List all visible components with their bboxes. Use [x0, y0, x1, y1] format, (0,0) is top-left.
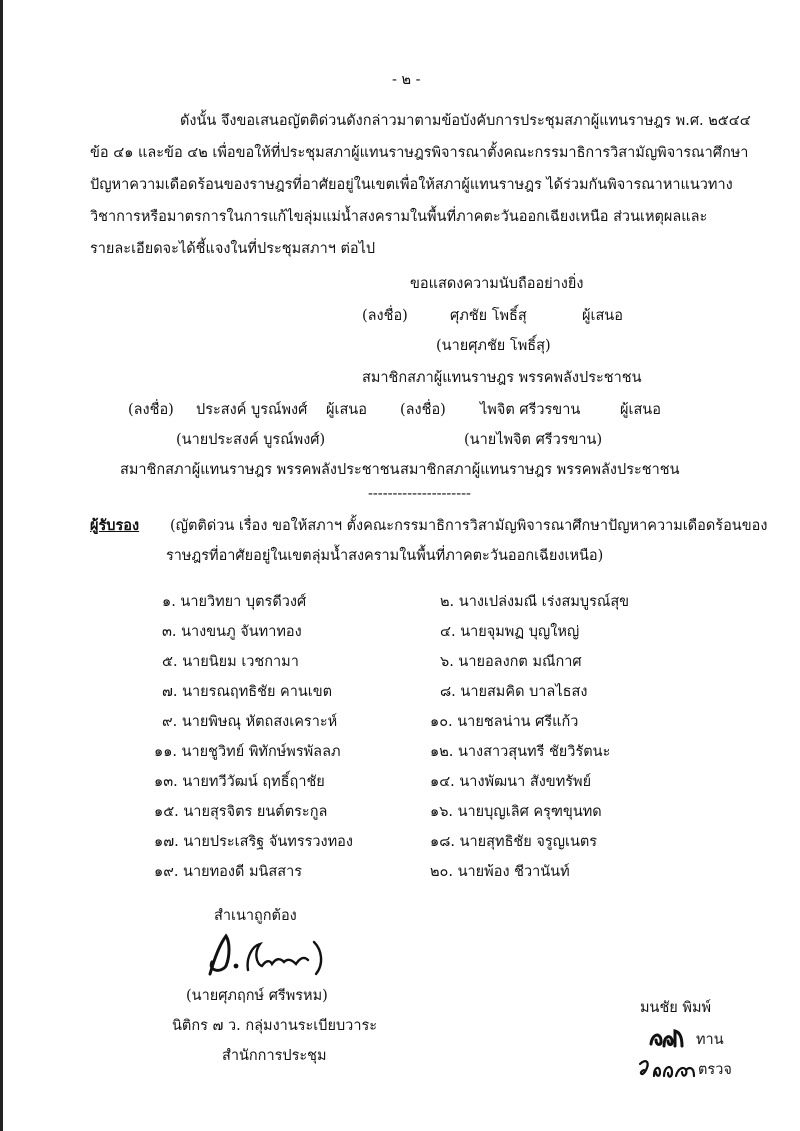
- check-label: ตรวจ: [698, 1062, 732, 1078]
- proposer-right-position: สมาชิกสภาผู้แทนราษฎร พรรคพลังประชาชน: [400, 462, 680, 478]
- review-label: ทาน: [696, 1032, 724, 1048]
- endorsers-topic-line: ราษฎรที่อาศัยอยู่ในเขตลุ่มน้ำสงครามในพื้นที่ภาคตะวันออกเฉียงเหนือ): [166, 548, 604, 564]
- body-line: ข้อ ๔๑ และข้อ ๔๒ เพื่อขอให้ที่ประชุมสภาผู้แทนราษฎรพิจารณาตั้งคณะกรรมาธิการวิสามัญพิจารณาศึกษา: [90, 145, 749, 161]
- page-number: - ๒ -: [392, 72, 421, 88]
- list-item: ๖. นายอลงกต มณีกาศ: [440, 654, 582, 670]
- proposer-label: ผู้เสนอ: [326, 402, 367, 418]
- list-item: ๓. นางขนภู จันทาทอง: [162, 624, 302, 640]
- sign-label: (ลงชื่อ): [400, 402, 446, 418]
- proposer-label: ผู้เสนอ: [582, 308, 623, 324]
- endorsers-topic-line: (ญัตติด่วน เรื่อง ขอให้สภาฯ ตั้งคณะกรรมาธิการวิสามัญพิจารณาศึกษาปัญหาความเดือดร้อนของ: [170, 518, 768, 534]
- reviewer-initials: [648, 1026, 686, 1050]
- proposer-left-signed-name: ประสงค์ บูรณ์พงศ์: [196, 402, 308, 418]
- list-item: ๑๕. นายสุรจิตร ยนต์ตระกูล: [154, 804, 328, 820]
- body-line: ดังนั้น จึงขอเสนอญัตติด่วนดังกล่าวมาตามข้อบังคับการประชุมสภาผู้แทนราษฎร พ.ศ. ๒๕๔๔: [180, 113, 751, 129]
- list-item: ๕. นายนิยม เวชกามา: [162, 654, 299, 670]
- endorsers-label: ผู้รับรอง: [90, 517, 140, 534]
- proposer-main-signed-name: ศุภชัย โพธิ์สุ: [450, 308, 527, 324]
- typed-by: มนชัย พิมพ์: [640, 1000, 712, 1016]
- proposer-label: ผู้เสนอ: [620, 402, 661, 418]
- list-item: ๒๐. นายพ้อง ชีวานันท์: [430, 864, 570, 880]
- list-item: ๒. นางเปล่งมณี เร่งสมบูรณ์สุข: [440, 594, 630, 610]
- proposer-right-full-name: (นายไพจิต ศรีวรขาน): [464, 432, 603, 448]
- list-item: ๑๓. นายทวีวัฒน์ ฤทธิ์ฤาชัย: [154, 774, 325, 790]
- body-line: รายละเอียดจะได้ชี้แจงในที่ประชุมสภาฯ ต่อไป: [90, 241, 376, 257]
- list-item: ๑๗. นายประเสริฐ จันทรรวงทอง: [154, 834, 353, 850]
- certifier-signature: [196, 930, 336, 980]
- checker-initials: [636, 1056, 696, 1080]
- proposer-left-position: สมาชิกสภาผู้แทนราษฎร พรรคพลังประชาชน: [120, 462, 400, 478]
- list-item: ๑๙. นายทองดี มนิสสาร: [154, 864, 303, 880]
- list-item: ๑๑. นายชูวิทย์ พิทักษ์พรพัลลภ: [154, 744, 341, 760]
- list-item: ๑. นายวิทยา บุตรดีวงศ์: [162, 594, 307, 610]
- body-line: วิชาการหรือมาตรการในการแก้ไขลุ่มแม่น้ำสงครามในพื้นที่ภาคตะวันออกเฉียงเหนือ ส่วนเหตุผลและ: [90, 209, 708, 225]
- list-item: ๙. นายพิษณุ หัตถสงเคราะห์: [162, 714, 338, 730]
- list-item: ๑๐. นายชลน่าน ศรีแก้ว: [430, 714, 579, 730]
- certifier-position: นิติกร ๗ ว. กลุ่มงานระเบียบวาระ: [172, 1018, 378, 1034]
- list-item: ๔. นายจุมพฏ บุญใหญ่: [440, 624, 580, 640]
- certification-title: สำเนาถูกต้อง: [214, 908, 297, 924]
- list-item: ๑๘. นายสุทธิชัย จรูญเนตร: [430, 834, 598, 850]
- sign-label: (ลงชื่อ): [128, 402, 174, 418]
- body-line: ปัญหาความเดือดร้อนของราษฎรที่อาศัยอยู่ในเขตเพื่อให้สภาผู้แทนราษฎร ได้ร่วมกันพิจารณาหาแนวทาง: [90, 177, 733, 193]
- body-paragraph: [90, 100, 751, 260]
- list-item: ๑๔. นางพัฒนา สังขทรัพย์: [430, 774, 592, 790]
- list-item: ๘. นายสมคิด บาลไธสง: [440, 684, 588, 700]
- left-border-line: [0, 0, 3, 1131]
- certifier-name: (นายศุภฤกษ์ ศรีพรหม): [186, 988, 328, 1004]
- proposer-left-full-name: (นายประสงค์ บูรณ์พงศ์): [176, 432, 326, 448]
- section-divider: ---------------------: [368, 486, 471, 502]
- proposer-main-position: สมาชิกสภาผู้แทนราษฎร พรรคพลังประชาชน: [362, 370, 642, 386]
- sign-label: (ลงชื่อ): [362, 308, 408, 324]
- certifier-office: สำนักการประชุม: [222, 1048, 327, 1064]
- list-item: ๑๒. นางสาวสุนทรี ชัยวิรัตนะ: [430, 744, 611, 760]
- list-item: ๑๖. นายบุญเลิศ ครุฑขุนทด: [430, 804, 602, 820]
- list-item: ๗. นายรณฤทธิชัย คานเขต: [162, 684, 333, 700]
- proposer-main-full-name: (นายศุภชัย โพธิ์สุ): [436, 338, 551, 354]
- proposer-right-signed-name: ไพจิต ศรีวรขาน: [480, 402, 581, 418]
- closing-text: ขอแสดงความนับถืออย่างยิ่ง: [410, 276, 584, 292]
